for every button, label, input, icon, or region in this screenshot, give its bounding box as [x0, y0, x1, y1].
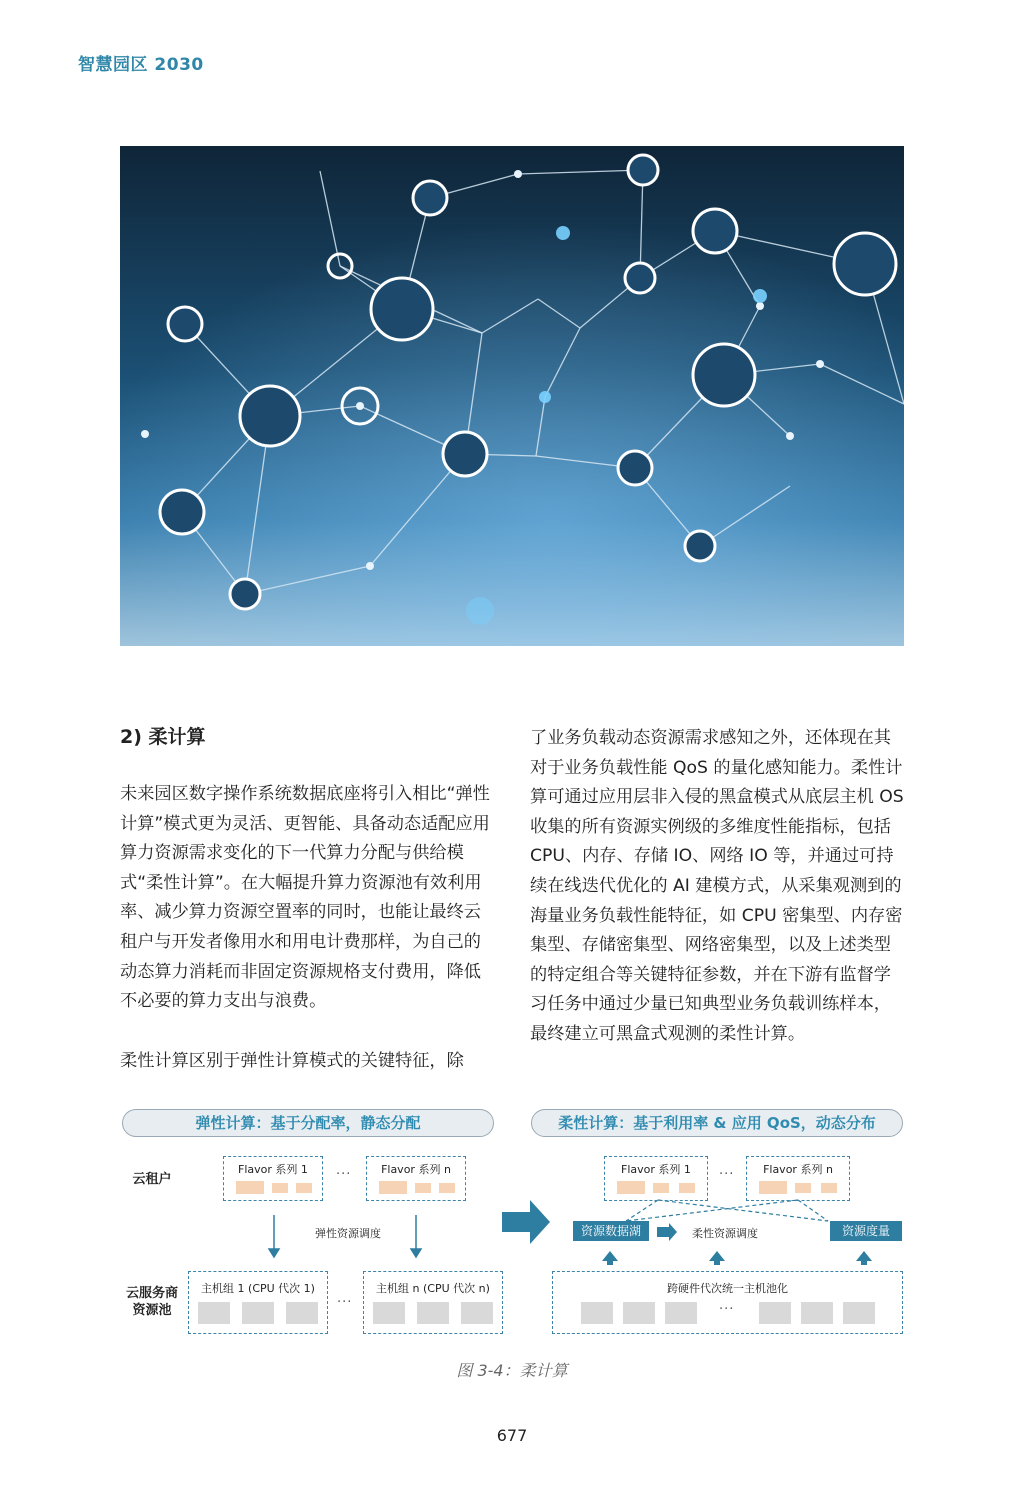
elastic-computing-title: 弹性计算：基于分配率，静态分配: [122, 1109, 494, 1137]
host-group-label: 主机组 n (CPU 代次 n): [376, 1282, 490, 1295]
elastic-schedule-label: 弹性资源调度: [315, 1227, 381, 1240]
host-block: [461, 1302, 493, 1324]
flavor-box-1: [604, 1156, 708, 1201]
host-block: [581, 1302, 613, 1324]
ellipsis: ···: [337, 1295, 353, 1310]
ellipsis: ···: [719, 1167, 735, 1182]
host-block: [801, 1302, 833, 1324]
host-block: [417, 1302, 449, 1324]
data-lake-box: 资源数据湖: [573, 1221, 649, 1241]
host-block: [242, 1302, 274, 1324]
ellipsis: ···: [336, 1167, 352, 1182]
running-header: 智慧园区 2030: [78, 55, 204, 75]
text-column-left: [120, 724, 494, 1076]
flexible-computing-figure: [118, 1105, 908, 1345]
flavor-box-n: [746, 1156, 850, 1201]
ellipsis: ···: [719, 1302, 735, 1317]
paragraph: 了业务负载动态资源需求感知之外，还体现在其对于业务负载性能 QoS 的量化感知能力。柔性计算可通过应用层非入侵的黑盒模式从底层主机 OS 收集的所有资源实例级的多维度性能指标，包括 CPU、内存、存储 IO、网络 IO 等，并通过可持续在线迭代优化的 AI 建模方式，从采集观测到的海量业务负载性能特征，如 CPU 密集型、内存密集型、存储密集型、网络密集型，以及上述类型的特定组合等关键特征参数，并在下游有监督学习任务中通过少量已知典型业务负载训练样本，最终建立可黑盒式观测的柔性计算。: [530, 728, 904, 1044]
paragraph: 未来园区数字操作系统数据底座将引入相比“弹性计算”模式更为灵活、更智能、具备动态适配应用算力资源需求变化的下一代算力分配与供给模式“柔性计算”。在大幅提升算力资源池有效利用率、减少算力资源空置率的同时，也能让最终云租户与开发者像用水和用电计费那样，为自己的动态算力消耗而非固定资源规格支付费用，降低不必要的算力支出与浪费。: [120, 784, 490, 1012]
paragraph: 柔性计算区别于弹性计算模式的关键特征，除: [120, 1050, 464, 1071]
flavor-label: Flavor 系列 n: [763, 1163, 833, 1176]
flexible-schedule-label: 柔性资源调度: [692, 1227, 758, 1240]
text-column-right: [530, 724, 904, 1050]
host-block: [373, 1302, 405, 1324]
section-title: 2) 柔计算: [120, 726, 206, 748]
host-block: [286, 1302, 318, 1324]
orange-block: [759, 1181, 787, 1194]
row-label-pool: 云服务商资源池: [125, 1286, 178, 1318]
page-number: 677: [496, 1426, 528, 1445]
figure-caption: 图 3-4：柔计算: [456, 1361, 568, 1380]
orange-block: [617, 1181, 645, 1194]
host-block: [623, 1302, 655, 1324]
host-group-label: 主机组 1 (CPU 代次 1): [201, 1282, 315, 1295]
host-block: [843, 1302, 875, 1324]
network-hero-image: [120, 146, 904, 646]
host-group-1: [188, 1271, 328, 1334]
host-block: [665, 1302, 697, 1324]
pool-label: 跨硬件代次统一主机池化: [667, 1282, 788, 1295]
orange-block: [679, 1183, 695, 1193]
resource-metric-box: 资源度量: [830, 1221, 902, 1241]
orange-block: [795, 1183, 811, 1193]
row-label-tenant: 云租户: [132, 1172, 172, 1187]
orange-block: [653, 1183, 669, 1193]
flavor-label: Flavor 系列 1: [238, 1163, 308, 1176]
host-block: [759, 1302, 791, 1324]
host-block: [198, 1302, 230, 1324]
flexible-computing-title: 柔性计算：基于利用率 & 应用 QoS，动态分布: [531, 1109, 903, 1137]
flavor-label: Flavor 系列 1: [621, 1163, 691, 1176]
host-group-n: [363, 1271, 503, 1334]
orange-block: [821, 1183, 837, 1193]
flavor-label: Flavor 系列 n: [381, 1163, 451, 1176]
unified-host-pool: [552, 1271, 903, 1334]
